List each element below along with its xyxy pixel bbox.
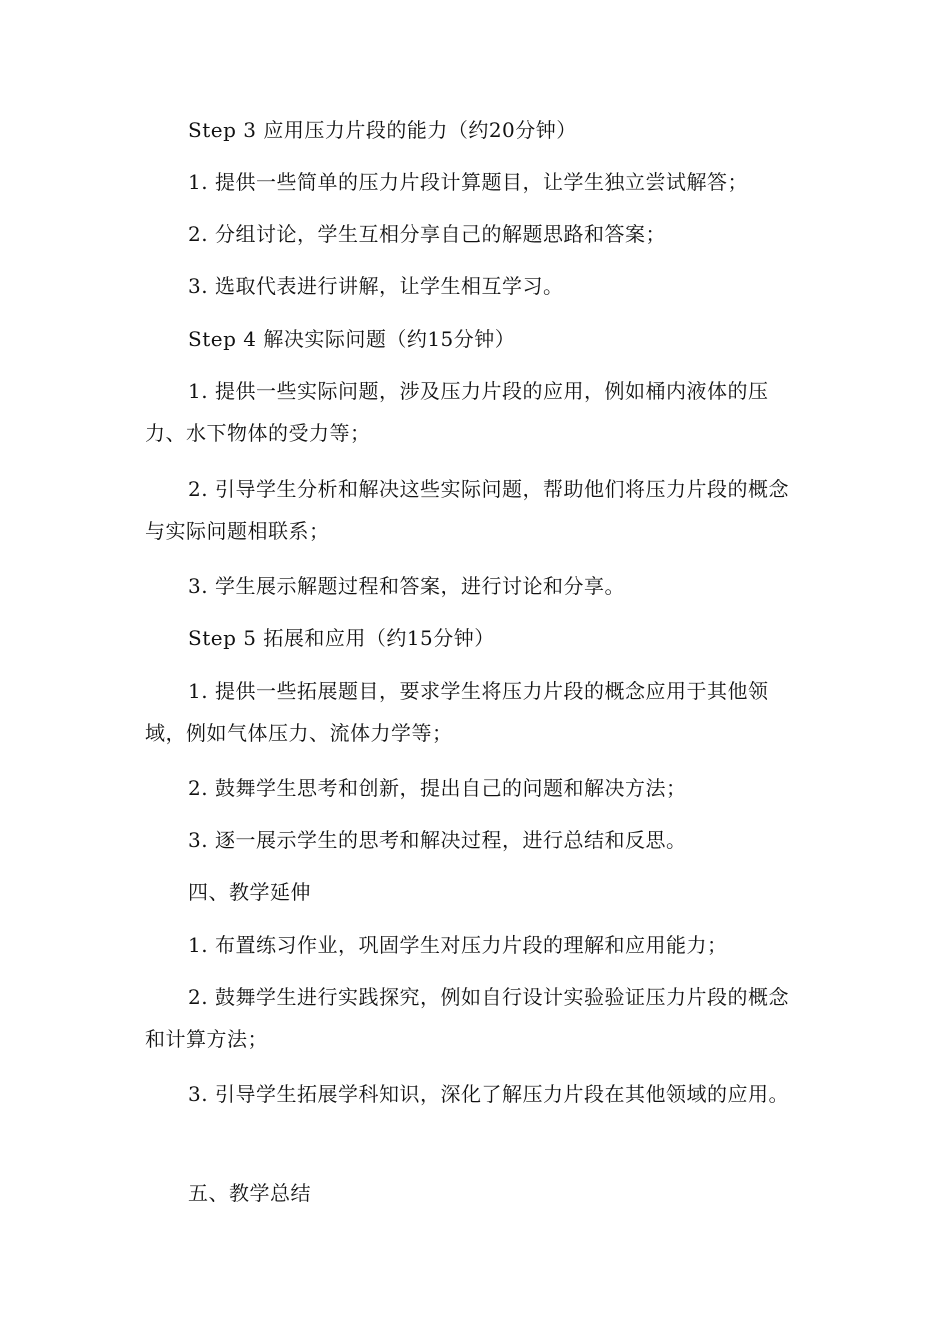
section-4-item-3: 3. 引导学生拓展学科知识，深化了解压力片段在其他领域的应用。 [188, 1082, 789, 1106]
step-4-item-2: 2. 引导学生分析和解决这些实际问题，帮助他们将压力片段的概念与实际问题相联系； [145, 477, 789, 543]
step-3-item-2: 2. 分组讨论，学生互相分享自己的解题思路和答案； [188, 222, 666, 246]
step-3-item-1: 1. 提供一些简单的压力片段计算题目，让学生独立尝试解答； [188, 170, 748, 194]
step-4-item-3: 3. 学生展示解题过程和答案，进行讨论和分享。 [188, 574, 625, 598]
step-4-heading: Step 4 解决实际问题（约15分钟） [188, 327, 516, 351]
step-5-item-2: 2. 鼓舞学生思考和创新，提出自己的问题和解决方法； [188, 776, 687, 800]
section-5-heading: 五、教学总结 [188, 1181, 311, 1205]
section-4-item-2: 2. 鼓舞学生进行实践探究，例如自行设计实验验证压力片段的概念和计算方法； [145, 985, 789, 1051]
step-4-item-1: 1. 提供一些实际问题，涉及压力片段的应用，例如桶内液体的压力、水下物体的受力等； [145, 379, 769, 445]
section-4-item-1: 1. 布置练习作业，巩固学生对压力片段的理解和应用能力； [188, 933, 728, 957]
step-5-heading: Step 5 拓展和应用（约15分钟） [188, 626, 495, 650]
step-5-item-3: 3. 逐一展示学生的思考和解决过程，进行总结和反思。 [188, 828, 687, 852]
step-3-heading: Step 3 应用压力片段的能力（约20分钟） [188, 118, 577, 142]
step-3-item-3: 3. 选取代表进行讲解，让学生相互学习。 [188, 274, 564, 298]
section-4-heading: 四、教学延伸 [188, 880, 311, 904]
step-5-item-1: 1. 提供一些拓展题目，要求学生将压力片段的概念应用于其他领域，例如气体压力、流体力学等； [145, 679, 769, 745]
